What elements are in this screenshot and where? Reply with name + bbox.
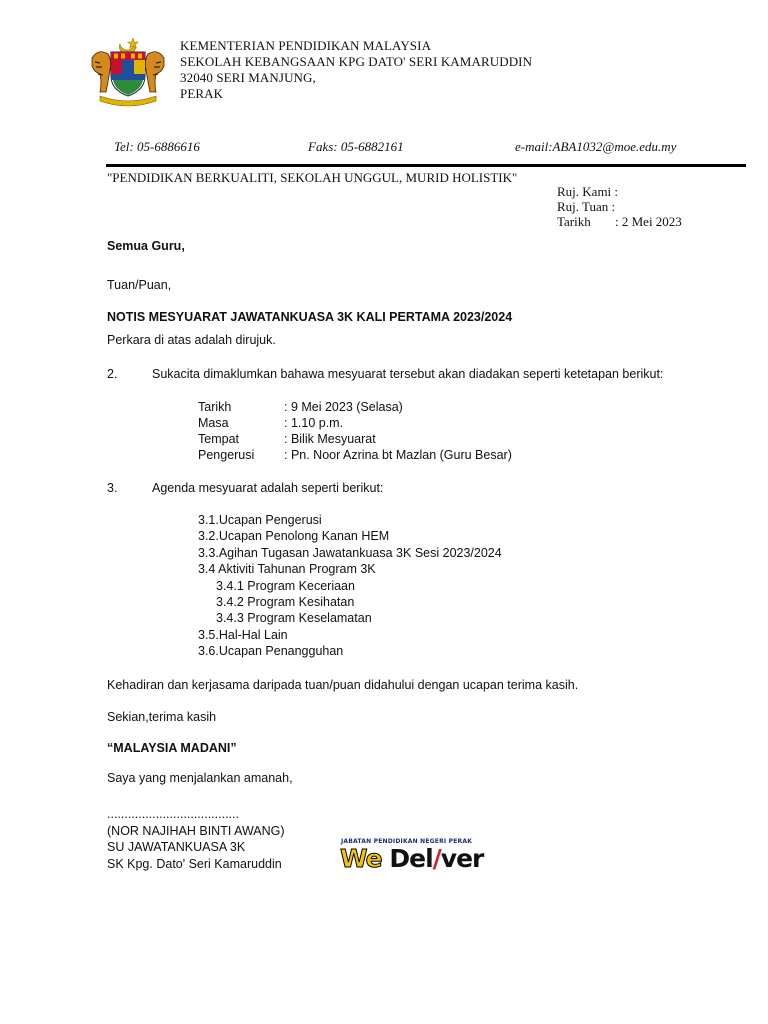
- detail-row: [198, 415, 512, 431]
- signatory-title: SU JAWATANKUASA 3K: [107, 840, 246, 854]
- agenda-item: 3.4 Aktiviti Tahunan Program 3K: [198, 562, 376, 577]
- state-name: PERAK: [180, 86, 224, 101]
- signatory-name: (NOR NAJIHAH BINTI AWANG): [107, 823, 285, 838]
- closing-line: Kehadiran dan kerjasama daripada tuan/puan didahului dengan ucapan terima kasih.: [107, 678, 579, 692]
- signature-block: [107, 806, 285, 872]
- detail-row: [198, 431, 512, 447]
- slogan: “MALAYSIA MADANI”: [107, 741, 237, 755]
- signatory-school: SK Kpg. Dato' Seri Kamaruddin: [107, 856, 282, 871]
- logo-slash: /: [432, 844, 441, 873]
- ref-date-label: Tarikh: [557, 214, 591, 229]
- detail-value: : Bilik Mesyuarat: [284, 432, 376, 446]
- logo-del: Del: [389, 844, 433, 873]
- agenda-subitem: 3.4.2 Program Kesihatan: [216, 595, 355, 610]
- school-address: [180, 38, 532, 102]
- agenda-item: 3.2.Ucapan Penolong Kanan HEM: [198, 529, 390, 544]
- school-name: SEKOLAH KEBANGSAAN KPG DATO' SERI KAMARUDDIN: [180, 54, 533, 69]
- detail-label: Tarikh: [198, 400, 232, 414]
- subject-line: NOTIS MESYUARAT JAWATANKUASA 3K KALI PERTAMA 2023/2024: [107, 310, 513, 324]
- logo-we: We: [340, 844, 382, 873]
- ref-date-value: : 2 Mei 2023: [615, 214, 682, 229]
- ref-kami: Ruj. Kami :: [557, 184, 619, 199]
- reference-block: [557, 184, 682, 229]
- malaysia-coat-of-arms-icon: [86, 36, 170, 108]
- header-divider: [106, 164, 746, 167]
- ref-date: [557, 214, 682, 229]
- meeting-details: [198, 399, 512, 463]
- logo-wordmark: [340, 844, 483, 873]
- logo-ver: ver: [440, 844, 484, 873]
- detail-value: : 9 Mei 2023 (Selasa): [284, 400, 403, 414]
- fax: Faks: 05-6882161: [308, 139, 404, 154]
- detail-row: [198, 399, 512, 415]
- detail-label: Masa: [198, 416, 229, 430]
- thanks-line: Sekian,terima kasih: [107, 710, 217, 724]
- para3-number: 3.: [107, 481, 118, 495]
- recipient: Semua Guru,: [107, 239, 185, 253]
- we-deliver-logo: [340, 838, 505, 878]
- ref-tuan: Ruj. Tuan :: [557, 199, 616, 214]
- detail-row: [198, 447, 512, 463]
- intro-line: Perkara di atas adalah dirujuk.: [107, 333, 276, 347]
- agenda-subitem: 3.4.3 Program Keselamatan: [216, 611, 372, 626]
- postcode-city: 32040 SERI MANJUNG,: [180, 70, 316, 85]
- para2-text: Sukacita dimaklumkan bahawa mesyuarat tersebut akan diadakan seperti ketetapan berikut:: [152, 367, 664, 381]
- agenda-list: [198, 512, 502, 660]
- detail-label: Pengerusi: [198, 448, 255, 462]
- agenda-item: 3.5.Hal-Hal Lain: [198, 627, 288, 642]
- agenda-subitem: 3.4.1 Program Keceriaan: [216, 578, 355, 593]
- ministry-name: KEMENTERIAN PENDIDIKAN MALAYSIA: [180, 38, 432, 53]
- telephone: Tel: 05-6886616: [114, 139, 200, 154]
- agenda-item: 3.3.Agihan Tugasan Jawatankuasa 3K Sesi 2023/2024: [198, 545, 502, 560]
- para2-number: 2.: [107, 367, 118, 381]
- para3-text: Agenda mesyuarat adalah seperti berikut:: [152, 481, 384, 495]
- email[interactable]: e-mail:ABA1032@moe.edu.my: [515, 139, 677, 154]
- detail-value: : 1.10 p.m.: [284, 416, 344, 430]
- salutation: Tuan/Puan,: [107, 278, 172, 292]
- agenda-item: 3.6.Ucapan Penangguhan: [198, 644, 344, 659]
- signature-dots: ......................................: [107, 807, 239, 821]
- logo-subtitle: JABATAN PENDIDIKAN NEGERI PERAK: [341, 838, 473, 845]
- agenda-item: 3.1.Ucapan Pengerusi: [198, 513, 322, 527]
- school-motto: "PENDIDIKAN BERKUALITI, SEKOLAH UNGGUL, MURID HOLISTIK": [107, 170, 518, 185]
- amanah-line: Saya yang menjalankan amanah,: [107, 771, 293, 785]
- detail-label: Tempat: [198, 432, 239, 446]
- detail-value: : Pn. Noor Azrina bt Mazlan (Guru Besar): [284, 448, 512, 462]
